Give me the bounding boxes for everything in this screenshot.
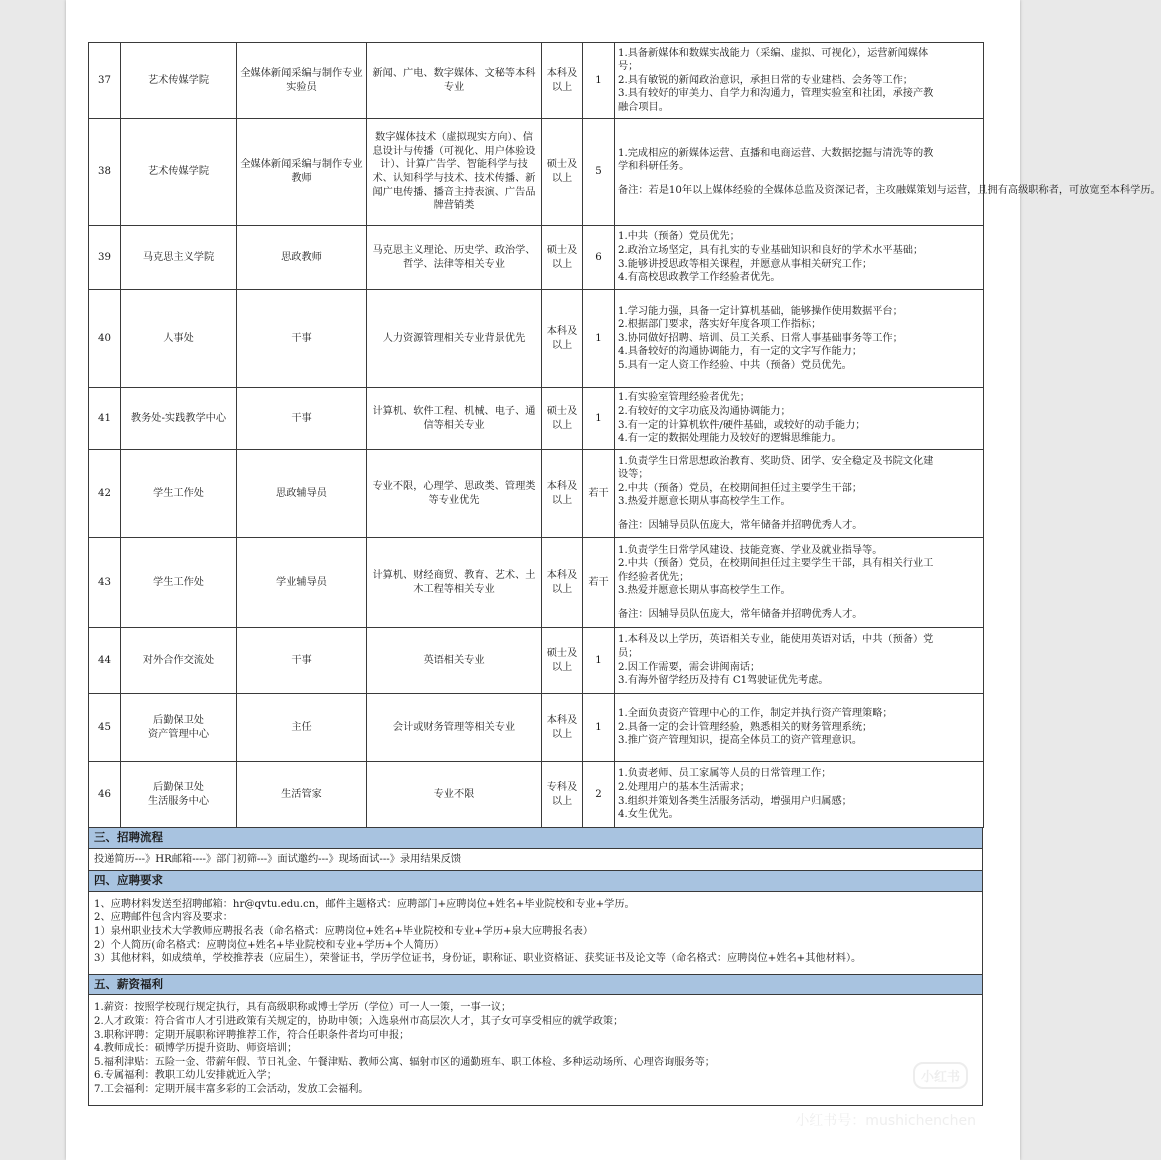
requirement-line: 1.负责学生日常学风建设、技能竞赛、学业及就业指导等。 xyxy=(618,544,883,556)
requirement-line: 作经验者优先； xyxy=(618,571,690,583)
requirement-line: 1.全面负责资产管理中心的工作，制定并执行资产管理策略； xyxy=(618,708,893,720)
requirement-line: 3.有一定的计算机软件/硬件基础，或较好的动手能力； xyxy=(618,419,866,431)
department-name: 教务处-实践教学中心 xyxy=(130,412,227,424)
degree-requirement: 本科及以上 xyxy=(546,569,578,595)
department-name: 后勤保卫处 xyxy=(153,714,204,726)
major-requirement: 专业不限，心理学、思政类、管理类等专业优先 xyxy=(372,480,536,506)
headcount-cell xyxy=(583,628,615,694)
table-row xyxy=(89,119,984,226)
headcount: 1 xyxy=(595,74,602,86)
row-number-cell xyxy=(89,43,121,119)
major-requirement: 计算机、财经商贸、教育、艺术、土木工程等相关专业 xyxy=(372,569,536,595)
section-process-body xyxy=(89,849,982,871)
degree-cell xyxy=(542,388,583,450)
row-number-cell xyxy=(89,119,121,226)
position-name: 干事 xyxy=(291,332,312,344)
department-name: 学生工作处 xyxy=(153,576,204,588)
department-cell xyxy=(121,628,237,694)
major-requirement: 英语相关专业 xyxy=(423,654,485,666)
department-name: 马克思主义学院 xyxy=(142,251,215,263)
row-number-cell xyxy=(89,450,121,538)
headcount-cell xyxy=(583,762,615,828)
position-name: 干事 xyxy=(291,412,312,424)
department-cell xyxy=(121,119,237,226)
department-name: 学生工作处 xyxy=(153,487,204,499)
position-cell xyxy=(237,450,367,538)
requirement-line: 1.本科及以上学历，英语相关专业，能使用英语对话，中共（预备）党 xyxy=(618,634,934,646)
requirement-line: 3.具有较好的审美力、自学力和沟通力，管理实验室和社团，承接产教 xyxy=(618,88,934,100)
requirement-note: 备注：若是10年以上媒体经验的全媒体总监及资深记者，主攻融媒策划与运营，且拥有高级职称者，可放宽至本科学历。 xyxy=(618,184,1161,196)
table-row xyxy=(89,628,984,694)
benefits-line: 1.薪资：按照学校现行规定执行，具有高级职称或博士学历（学位）可一人一策，一事一议； xyxy=(94,1002,512,1014)
headcount: 5 xyxy=(595,166,602,178)
process-line: 投递简历---》HR邮箱----》部门初筛---》面试邀约---》现场面试---》录用结果反馈 xyxy=(94,853,462,865)
job-requirements-cell xyxy=(615,450,984,538)
positions-table-body xyxy=(89,43,1161,828)
headcount: 1 xyxy=(595,721,602,733)
benefits-line: 3.职称评聘：定期开展职称评聘推荐工作，符合任职条件者均可申报； xyxy=(94,1029,410,1041)
degree-cell xyxy=(542,290,583,388)
job-requirements-cell xyxy=(615,290,984,388)
degree-requirement: 本科及以上 xyxy=(546,67,578,93)
requirement-line: 4.有高校思政教学工作经验者优先。 xyxy=(618,272,781,284)
requirements-line: 1、应聘材料发送至招聘邮箱：hr@qvtu.edu.cn，邮件主题格式：应聘部门+应聘岗位+姓名+毕业院校和专业+学历。 xyxy=(94,898,635,910)
requirement-line: 3.推广资产管理知识，提高全体员工的资产管理意识。 xyxy=(618,735,863,747)
department-name: 艺术传媒学院 xyxy=(147,166,210,178)
position-cell xyxy=(237,538,367,628)
table-row xyxy=(89,388,984,450)
requirement-line: 2.根据部门要求，落实好年度各项工作指标； xyxy=(618,319,822,331)
position-name: 干事 xyxy=(291,654,312,666)
position-cell xyxy=(237,388,367,450)
headcount-cell xyxy=(583,538,615,628)
requirement-line: 学和科研任务。 xyxy=(618,161,690,173)
row-number: 44 xyxy=(98,654,111,666)
requirement-line: 融合项目。 xyxy=(618,101,669,113)
headcount-cell xyxy=(583,388,615,450)
department-cell xyxy=(121,450,237,538)
positions-table xyxy=(88,42,1161,828)
department-cell xyxy=(121,762,237,828)
headcount-cell xyxy=(583,226,615,290)
major-requirement: 人力资源管理相关专业背景优先 xyxy=(382,332,526,344)
department-cell xyxy=(121,694,237,762)
position-name: 全媒体新闻采编与制作专业教师 xyxy=(240,159,363,184)
requirement-line: 3.热爱并愿意长期从事高校学生工作。 xyxy=(618,496,791,508)
position-cell xyxy=(237,290,367,388)
degree-cell xyxy=(542,628,583,694)
degree-cell xyxy=(542,762,583,828)
major-cell xyxy=(367,694,542,762)
major-cell xyxy=(367,762,542,828)
requirement-line: 2.具备一定的会计管理经验，熟悉相关的财务管理系统； xyxy=(618,721,873,733)
table-row xyxy=(89,762,984,828)
job-requirements-cell xyxy=(615,694,984,762)
benefits-line: 7.工会福利：定期开展丰富多彩的工会活动，发放工会福利。 xyxy=(94,1083,369,1095)
row-number: 41 xyxy=(98,412,111,424)
job-requirements-cell xyxy=(615,762,984,828)
headcount: 若干 xyxy=(588,487,609,499)
row-number: 38 xyxy=(98,166,111,178)
position-name: 思政教师 xyxy=(281,251,322,263)
table-row xyxy=(89,290,984,388)
degree-requirement: 本科及以上 xyxy=(546,325,578,351)
xiaohongshu-watermark xyxy=(795,1062,976,1142)
position-cell xyxy=(237,119,367,226)
headcount-cell xyxy=(583,290,615,388)
requirement-line: 4.有一定的数据处理能力及较好的逻辑思维能力。 xyxy=(618,433,842,445)
major-cell xyxy=(367,119,542,226)
table-row xyxy=(89,43,984,119)
department-name: 生活服务中心 xyxy=(147,795,210,807)
major-cell xyxy=(367,290,542,388)
row-number: 43 xyxy=(98,576,111,588)
department-name: 对外合作交流处 xyxy=(142,654,215,666)
major-cell xyxy=(367,226,542,290)
degree-requirement: 硕士及以上 xyxy=(546,405,578,431)
xiaohongshu-logo-icon: 小红书 xyxy=(913,1062,968,1089)
headcount: 若干 xyxy=(588,576,609,588)
position-cell xyxy=(237,43,367,119)
position-cell xyxy=(237,762,367,828)
section-requirements-body xyxy=(89,892,982,974)
requirements-line: 2、应聘邮件包含内容及要求： xyxy=(94,912,233,924)
row-number-cell xyxy=(89,694,121,762)
requirement-line: 3.能够讲授思政等相关课程，并愿意从事相关研究工作； xyxy=(618,258,873,270)
position-name: 思政辅导员 xyxy=(276,487,327,499)
department-cell xyxy=(121,290,237,388)
position-name: 全媒体新闻采编与制作专业实验员 xyxy=(240,67,363,93)
degree-cell xyxy=(542,538,583,628)
degree-requirement: 硕士及以上 xyxy=(546,159,578,184)
requirement-line: 3.组织并策划各类生活服务活动，增强用户归属感； xyxy=(618,795,852,807)
position-cell xyxy=(237,628,367,694)
position-name: 学业辅导员 xyxy=(276,576,327,588)
document-content xyxy=(88,42,1161,1106)
job-requirements-cell xyxy=(615,119,1161,226)
position-cell xyxy=(237,694,367,762)
row-number: 39 xyxy=(98,251,111,263)
department-cell xyxy=(121,538,237,628)
job-requirements-cell xyxy=(615,43,984,119)
major-cell xyxy=(367,388,542,450)
section-benefits xyxy=(88,975,983,1106)
headcount-cell xyxy=(583,694,615,762)
row-number-cell xyxy=(89,762,121,828)
headcount: 1 xyxy=(595,332,602,344)
requirements-line: 2）个人简历(命名格式：应聘岗位+姓名+毕业院校和专业+学历+个人简历） xyxy=(94,939,445,951)
row-number-cell xyxy=(89,226,121,290)
section-process xyxy=(88,828,983,871)
requirement-line: 3.有海外留学经历及持有 C1驾驶证优先考虑。 xyxy=(618,675,829,687)
requirement-line: 员； xyxy=(618,647,639,659)
degree-cell xyxy=(542,694,583,762)
section-process-title: 三、招聘流程 xyxy=(89,828,982,849)
watermark-text: 小红书号：mushichenchen xyxy=(795,1113,976,1129)
row-number: 40 xyxy=(98,332,111,344)
requirement-line: 4.具备较好的沟通协调能力，有一定的文字写作能力； xyxy=(618,346,863,358)
headcount-cell xyxy=(583,43,615,119)
degree-cell xyxy=(542,450,583,538)
benefits-line: 6.专属福利：教职工幼儿安排就近入学； xyxy=(94,1070,277,1082)
department-cell xyxy=(121,388,237,450)
degree-cell xyxy=(542,226,583,290)
table-row xyxy=(89,226,984,290)
major-requirement: 专业不限 xyxy=(433,788,475,800)
department-cell xyxy=(121,226,237,290)
requirement-line: 2.具有敏锐的新闻政治意识，承担日常的专业建档、会务等工作； xyxy=(618,74,913,86)
department-name: 后勤保卫处 xyxy=(153,781,204,793)
section-requirements xyxy=(88,871,983,975)
requirement-line: 1.负责老师、员工家属等人员的日常管理工作； xyxy=(618,768,832,780)
table-row xyxy=(89,450,984,538)
benefits-line: 2.人才政策：符合省市人才引进政策有关规定的，协助申领；入选泉州市高层次人才，其子女可享受相应的就学政策； xyxy=(94,1015,624,1027)
benefits-line: 5.福利津贴：五险一金、带薪年假、节日礼金、午餐津贴、教师公寓、辐射市区的通勤班车、职工体检、多种运动场所、心理咨询服务等； xyxy=(94,1056,715,1068)
requirement-line: 2.处理用户的基本生活需求； xyxy=(618,781,750,793)
requirement-line: 号； xyxy=(618,61,639,73)
major-requirement: 马克思主义理论、历史学、政治学、哲学、法律等相关专业 xyxy=(372,244,536,270)
requirements-line: 3）其他材料，如成绩单，学校推荐表（应届生），荣誉证书，学历学位证书，身份证，职称证、职业资格证、获奖证书及论文等（命名格式：应聘岗位+姓名+其他材料）。 xyxy=(94,953,862,965)
headcount: 6 xyxy=(595,251,602,263)
major-requirement: 计算机、软件工程、机械、电子、通信等相关专业 xyxy=(372,405,536,431)
section-benefits-title: 五、薪资福利 xyxy=(89,975,982,996)
job-requirements-cell xyxy=(615,628,984,694)
requirement-line: 设等； xyxy=(618,469,649,481)
requirement-line: 3.热爱并愿意长期从事高校学生工作。 xyxy=(618,585,791,597)
degree-requirement: 硕士及以上 xyxy=(546,647,578,673)
table-row xyxy=(89,538,984,628)
requirements-line: 1）泉州职业技术大学教师应聘报名表（命名格式：应聘岗位+姓名+毕业院校和专业+学历+泉大应聘报名表） xyxy=(94,925,594,937)
headcount-cell xyxy=(583,119,615,226)
major-cell xyxy=(367,628,542,694)
degree-cell xyxy=(542,43,583,119)
major-requirement: 会计或财务管理等相关专业 xyxy=(392,721,516,733)
requirement-note: 备注：因辅导员队伍庞大，常年储备并招聘优秀人才。 xyxy=(618,519,863,531)
requirement-line: 1.具备新媒体和数媒实战能力（采编、虚拟、可视化），运营新闻媒体 xyxy=(618,47,929,59)
headcount: 1 xyxy=(595,654,602,666)
degree-requirement: 本科及以上 xyxy=(546,480,578,506)
job-requirements-cell xyxy=(615,226,984,290)
major-cell xyxy=(367,538,542,628)
department-name: 艺术传媒学院 xyxy=(147,74,210,86)
row-number-cell xyxy=(89,538,121,628)
job-requirements-cell xyxy=(615,388,984,450)
requirement-line: 2.中共（预备）党员，在校期间担任过主要学生干部； xyxy=(618,482,863,494)
requirement-line: 2.因工作需要，需会讲闽南话； xyxy=(618,661,761,673)
requirement-note: 备注：因辅导员队伍庞大，常年储备并招聘优秀人才。 xyxy=(618,608,863,620)
row-number-cell xyxy=(89,290,121,388)
section-requirements-title: 四、应聘要求 xyxy=(89,871,982,892)
row-number: 45 xyxy=(98,721,111,733)
headcount: 2 xyxy=(595,788,602,800)
department-name: 资产管理中心 xyxy=(147,728,210,740)
headcount-cell xyxy=(583,450,615,538)
position-cell xyxy=(237,226,367,290)
major-cell xyxy=(367,450,542,538)
requirement-line: 2.中共（预备）党员，在校期间担任过主要学生干部，具有相关行业工 xyxy=(618,558,934,570)
degree-cell xyxy=(542,119,583,226)
requirement-line: 2.政治立场坚定，具有扎实的专业基础知识和良好的学术水平基础； xyxy=(618,244,924,256)
position-name: 生活管家 xyxy=(281,788,322,800)
major-requirement: 数字媒体技术（虚拟现实方向）、信息设计与传播（可视化、用户体验设计）、计算广告学、智能科学与技术、认知科学与技术、技术传播、新闻广电传播、播音主持表演、广告品牌营销类 xyxy=(372,132,536,212)
document-page xyxy=(66,0,1161,1160)
requirement-line: 1.中共（预备）党员优先； xyxy=(618,231,740,243)
row-number: 37 xyxy=(98,74,111,86)
degree-requirement: 硕士及以上 xyxy=(546,244,578,270)
department-cell xyxy=(121,43,237,119)
requirement-line: 4.女生优先。 xyxy=(618,809,679,821)
degree-requirement: 本科及以上 xyxy=(546,714,578,740)
section-benefits-body xyxy=(89,995,982,1104)
department-name: 人事处 xyxy=(163,332,194,344)
headcount: 1 xyxy=(595,412,602,424)
requirement-line: 1.有实验室管理经验者优先； xyxy=(618,392,750,404)
row-number-cell xyxy=(89,388,121,450)
requirement-line: 1.负责学生日常思想政治教育、奖助贷、团学、安全稳定及书院文化建 xyxy=(618,455,934,467)
requirement-line: 1.学习能力强，具备一定计算机基础，能够操作使用数据平台； xyxy=(618,305,903,317)
requirement-line: 5.具有一定人资工作经验、中共（预备）党员优先。 xyxy=(618,359,852,371)
position-name: 主任 xyxy=(291,721,312,733)
benefits-line: 4.教师成长：硕博学历提升资助、师资培训； xyxy=(94,1043,298,1055)
degree-requirement: 专科及以上 xyxy=(546,781,578,807)
job-requirements-cell xyxy=(615,538,984,628)
requirement-line: 3.协同做好招聘、培训、员工关系、日常人事基础事务等工作； xyxy=(618,332,903,344)
major-requirement: 新闻、广电、数字媒体、文秘等本科专业 xyxy=(372,67,536,93)
row-number: 42 xyxy=(98,487,111,499)
row-number-cell xyxy=(89,628,121,694)
requirement-line: 2.有较好的文字功底及沟通协调能力； xyxy=(618,405,791,417)
row-number: 46 xyxy=(98,788,111,800)
table-row xyxy=(89,694,984,762)
requirement-line: 1.完成相应的新媒体运营、直播和电商运营、大数据挖掘与清洗等的教 xyxy=(618,147,934,159)
major-cell xyxy=(367,43,542,119)
